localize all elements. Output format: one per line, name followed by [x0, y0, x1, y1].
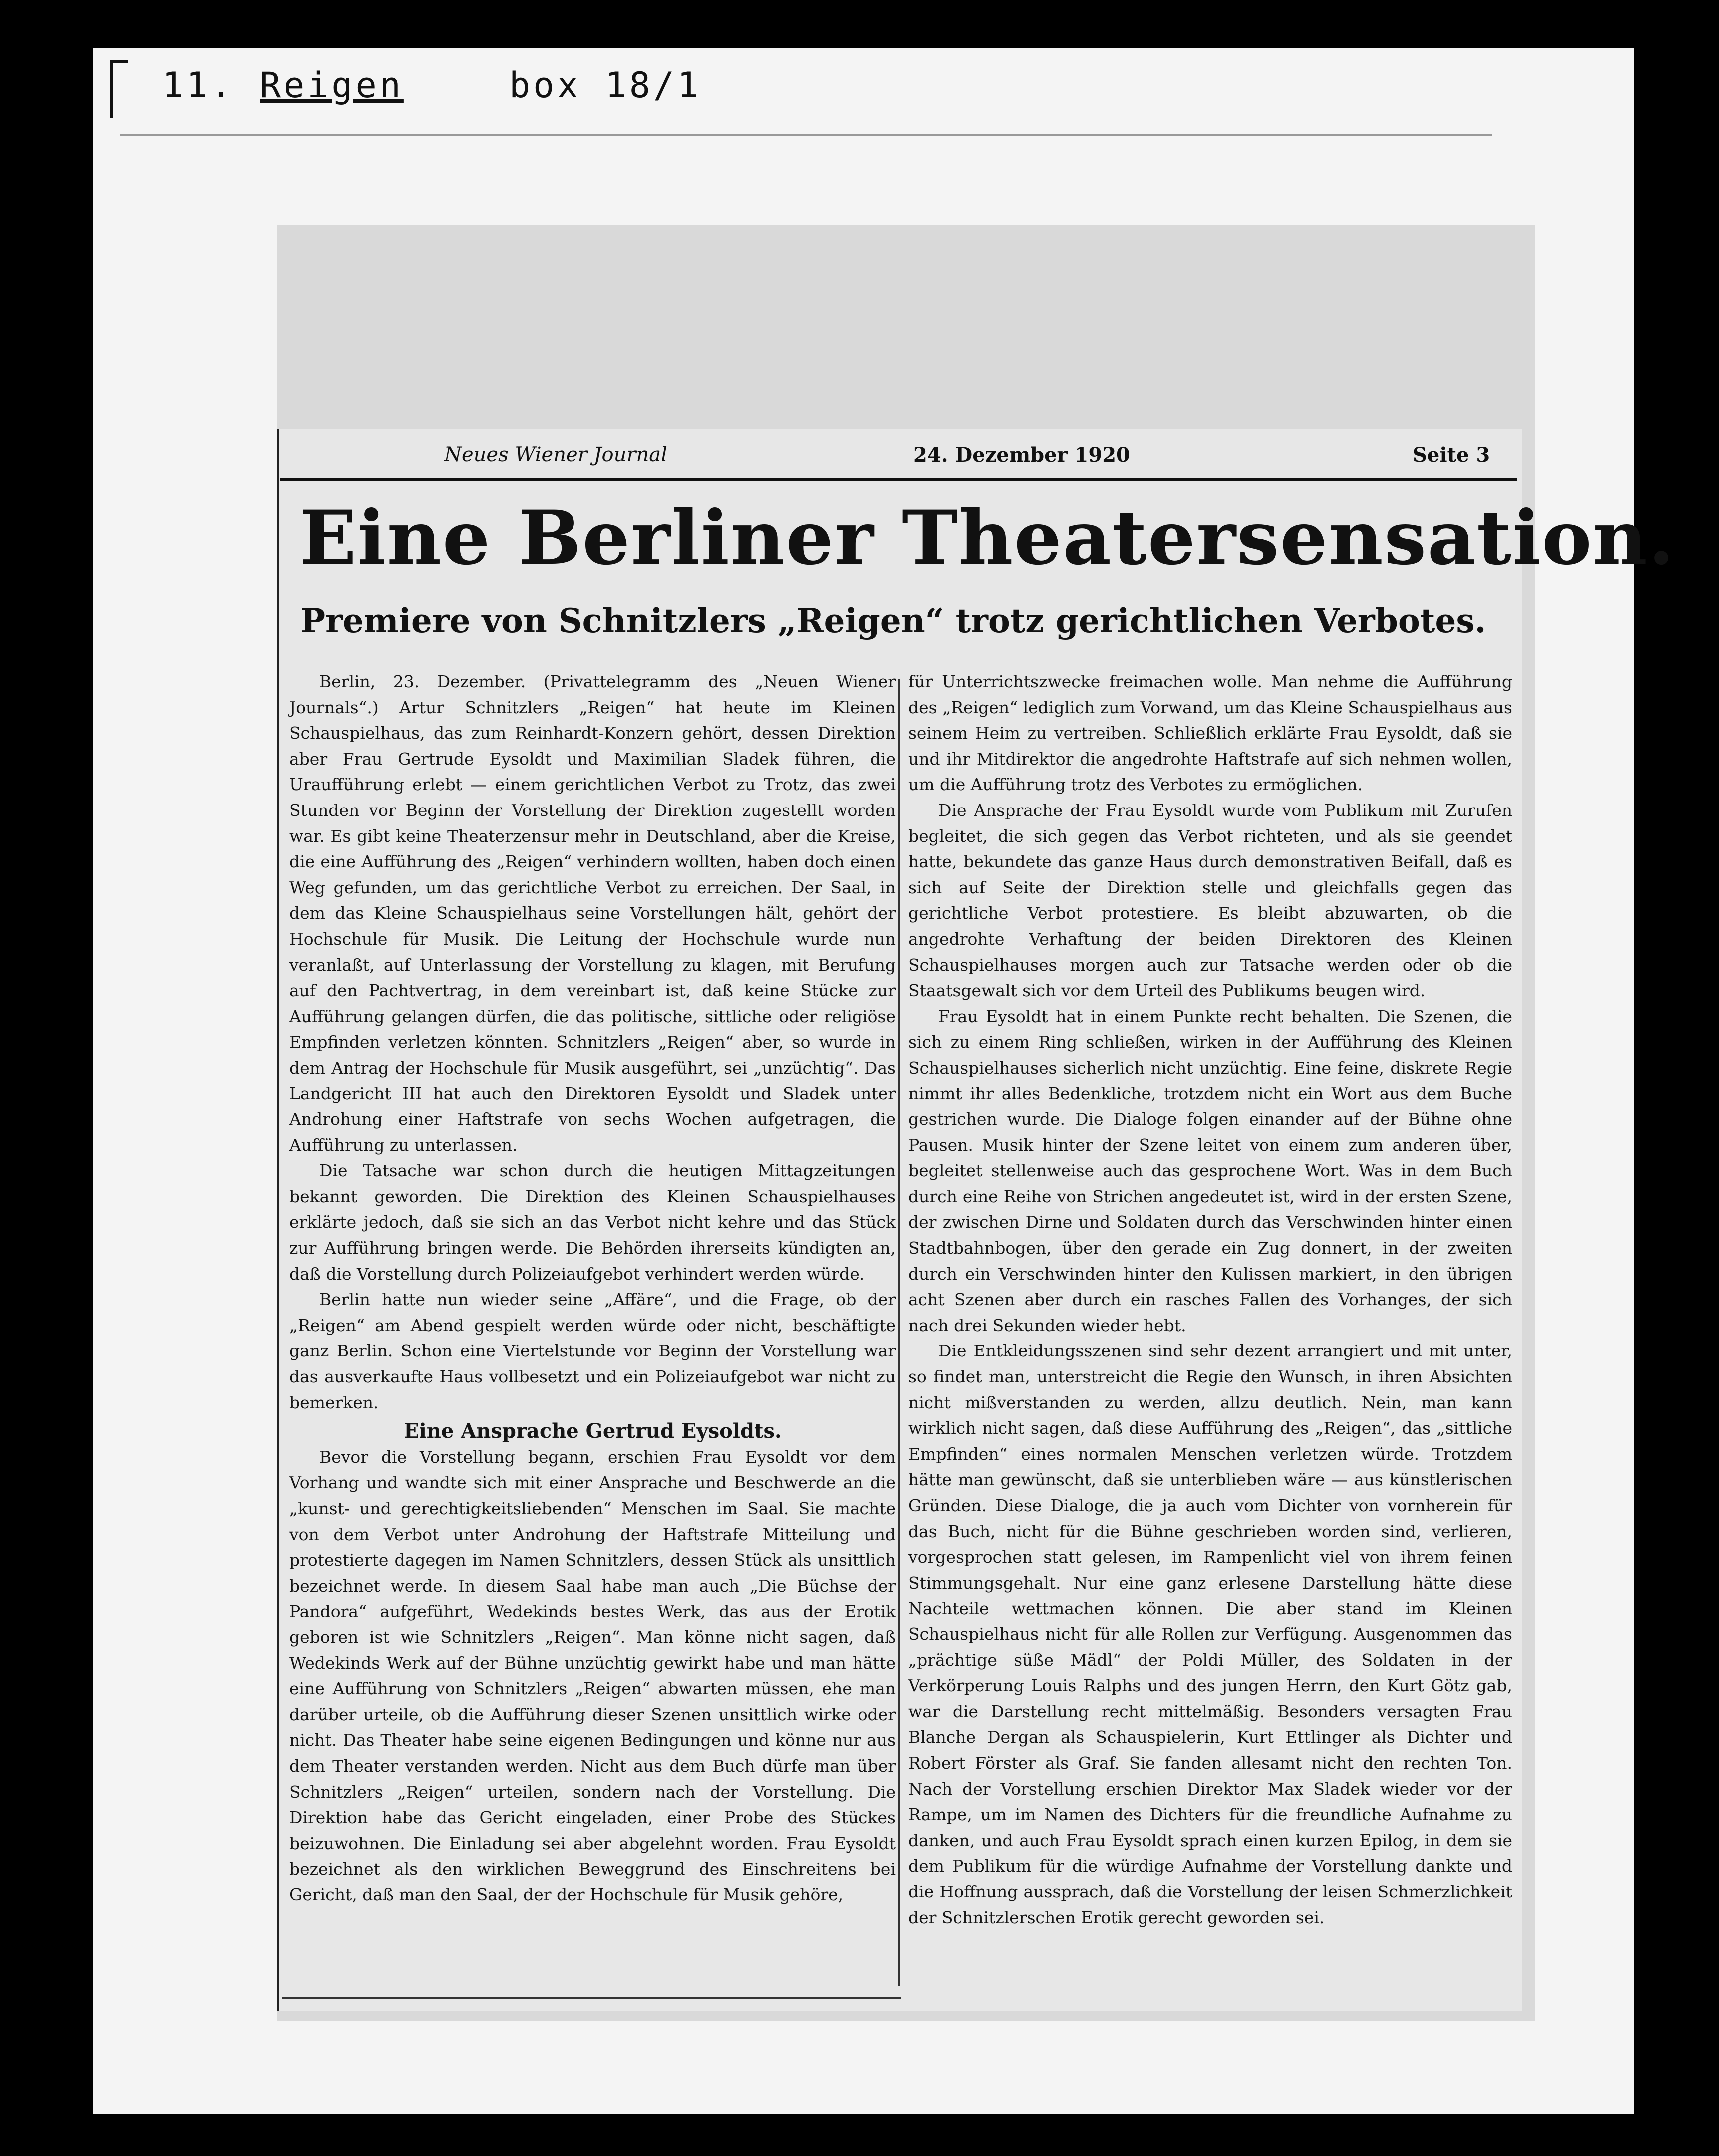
paragraph: Die Entkleidungsszenen sind sehr dezent arrangiert und mit unter, so findet man, unterstreicht die Regie den Wunsch, in ihren Absichten nicht mißverstanden zu werden, allzu deutlich. Nein, man kann wirklich nicht sagen, daß diese Aufführung des „Reigen“, das „sittliche Empfinden“ eines normalen Menschen verletzen würde. Trotzdem hätte man gewünscht, daß sie unterblieben wäre — aus künstlerischen Gründen. Diese Dialoge, die ja auch vom Dichter von vornherein für das Buch, nicht für die Bühne geschrieben worden sind, verlieren, vorgesprochen statt gelesen, im Rampenlicht viel von ihrem feinen Stimmungsgehalt. Nur eine ganz erlesene Darstellung hätte diese Nachteile wettmachen können. Die aber stand im Kleinen Schauspielhaus nicht für alle Rollen zur Verfügung. Ausgenommen das „prächtige süße Mädl“ der Poldi Müller, des Soldaten in der Verkörperung Louis Ralphs und des jungen Herrn, den Kurt Götz gab, war die Darstellung recht mittelmäßig. Besonders versagten Frau Blanche Dergan als Schauspielerin, Kurt Ettlinger als Dichter und Robert Förster als Graf. Sie fanden allesamt nicht den rechten Ton. Nach der Vorstellung erschien Direktor Max Sladek wieder vor der Rampe, um im Namen des Dichters für die freundliche Aufnahme zu danken, und auch Frau Eysoldt sprach einen kurzen Epilog, in dem sie dem Publikum für die würdige Aufnahme der Vorstellung dankte und die Hoffnung aussprach, daß die Vorstellung der leisen Schmerzlichkeit der Schnitzlerschen Erotik gerecht geworden sei.: [908, 1341, 1512, 1927]
archive-title: Reigen: [260, 65, 404, 106]
bottom-rule: [282, 1997, 901, 1999]
newspaper-name: Neues Wiener Journal: [444, 443, 667, 466]
paragraph: Die Ansprache der Frau Eysoldt wurde vom Publikum mit Zurufen begleitet, die sich gegen das Verbot richteten, und als sie geendet hatte, bekundete das ganze Haus durch demonstrativen Beifall, daß es sich auf Seite der Direktion stelle und gleichfalls gegen das gerichtliche Verbot protestiere. Es bleibt abzuwarten, ob die angedrohte Verhaftung der beiden Direktoren des Kleinen Schauspielhauses morgen auch zur Tatsache werden oder ob die Staatsgewalt sich vor dem Urteil des Publikums beugen wird.: [908, 800, 1512, 1001]
article-headline: Eine Berliner Theatersensation.: [299, 494, 1676, 582]
paragraph: Berlin, 23. Dezember. (Privattelegramm des „Neuen Wiener Journals“.) Artur Schnitzlers „Reigen“ hat heute im Kleinen Schauspielhaus, das zum Reinhardt-Konzern gehört, dessen Direktion aber Frau Gertrude Eysoldt und Maximilian Sladek führen, die Uraufführung erlebt — einem gerichtlichen Verbot zu Trotz, das zwei Stunden vor Beginn der Vorstellung der Direktion zugestellt worden war. Es gibt keine Theaterzensur mehr in Deutschland, aber die Kreise, die eine Aufführung des „Reigen“ verhindern wollten, haben doch einen Weg gefunden, um das gerichtliche Verbot zu erreichen. Der Saal, in dem das Kleine Schauspielhaus seine Vorstellungen hält, gehört der Hochschule für Musik. Die Leitung der Hochschule wurde nun veranlaßt, auf Unterlassung der Vorstellung zu klagen, mit Berufung auf den Pachtvertrag, in dem vereinbart ist, daß keine Stücke zur Aufführung gelangen dürfen, die das politische, sittliche oder religiöse Empfinden verletzen könnten. Schnitzlers „Reigen“ aber, so wurde in dem Antrag der Hochschule für Musik ausgeführt, sei „unzüchtig“. Das Landgericht III hat auch den Direktoren Eysoldt und Sladek unter Androhung einer Haftstrafe von sechs Wochen aufgetragen, die Aufführung zu unterlassen.: [289, 672, 896, 1155]
article-column-right: [908, 669, 1512, 1996]
column-divider: [898, 679, 900, 1986]
archive-box: box 18/1: [509, 65, 702, 106]
article-subheadline: Premiere von Schnitzlers „Reigen“ trotz gerichtlichen Verbotes.: [300, 601, 1486, 640]
header-rule: [280, 478, 1517, 481]
paragraph: Die Tatsache war schon durch die heutigen Mittagzeitungen bekannt geworden. Die Direktion des Kleinen Schauspielhauses erklärte jedoch, daß sie sich an das Verbot nicht kehre und das Stück zur Aufführung bringen werde. Die Behörden ihrerseits kündigten an, daß die Vorstellung durch Polizeiaufgebot verhindert werden würde.: [289, 1161, 896, 1284]
section-heading: Eine Ansprache Gertrud Eysoldts.: [404, 1419, 782, 1443]
newspaper-header: [299, 434, 1517, 469]
paragraph: Frau Eysoldt hat in einem Punkte recht behalten. Die Szenen, die sich zu einem Ring schließen, wirken in der Aufführung des Kleinen Schauspielhauses sicherlich nicht unzüchtig. Eine feine, diskrete Regie nimmt ihr alles Bedenkliche, trotzdem nicht ein Wort aus dem Buche gestrichen wurde. Die Dialoge folgen einander auf der Bühne ohne Pausen. Musik hinter der Szene leitet von einem zum anderen über, begleitet stellenweise auch das gesprochene Wort. Was in dem Buch durch eine Reihe von Strichen angedeutet ist, wird in der ersten Szene, der zwischen Dirne und Soldaten durch das Verschwinden hinter einen Stadtbahnbogen, über den gerade ein Zug donnert, in der zweiten durch ein Verschwinden hinter den Kulissen markiert, in den übrigen acht Szenen aber durch ein rasches Fallen des Vorhanges, der sich nach drei Sekunden wieder hebt.: [908, 1006, 1512, 1335]
newspaper-page: Seite 3: [1413, 443, 1490, 467]
paragraph: Berlin hatte nun wieder seine „Affäre“, und die Frage, ob der „Reigen“ am Abend gespielt werden würde oder nicht, beschäftigte ganz Berlin. Schon eine Viertelstunde vor Beginn der Vorstellung war das ausverkaufte Haus vollbesetzt und ein Polizeiaufgebot war nicht zu bemerken.: [289, 1290, 896, 1412]
label-divider: [120, 134, 1492, 136]
newspaper-date: 24. Dezember 1920: [913, 443, 1130, 467]
corner-bracket: [110, 60, 128, 118]
archive-label: [115, 60, 764, 120]
article-column-left: [289, 669, 896, 2006]
paragraph: Bevor die Vorstellung begann, erschien Frau Eysoldt vor dem Vorhang und wandte sich mit einer Ansprache und Beschwerde an die „kunst- und gerechtigkeitsliebenden“ Menschen im Saal. Sie machte von dem Verbot unter Androhung der Haftstrafe Mitteilung und protestierte dagegen im Namen Schnitzlers, dessen Stück als unsittlich bezeichnet werde. In diesem Saal habe man auch „Die Büchse der Pandora“ aufgeführt, Wedekinds bestes Werk, das aus der Erotik geboren ist wie Schnitzlers „Reigen“. Man könne nicht sagen, daß Wedekinds Werk auf der Bühne unzüchtig gewirkt habe und man hätte eine Aufführung von Schnitzlers „Reigen“ abwarten müssen, ehe man darüber urteile, ob die Aufführung dieser Szenen unsittlich wirke oder nicht. Das Theater habe seine eigenen Bedingungen und könne nur aus dem Theater verstanden werden. Nicht aus dem Buch dürfe man über Schnitzlers „Reigen“ urteilen, sondern nach der Vorstellung. Die Direktion habe das Gericht eingeladen, einer Probe des Stückes beizuwohnen. Die Einladung sei aber abgelehnt worden. Frau Eysoldt bezeichnet als den wirklichen Beweggrund des Einschreitens bei Gericht, daß man den Saal, der der Hochschule für Musik gehöre,: [289, 1447, 896, 1904]
paragraph: für Unterrichtszwecke freimachen wolle. Man nehme die Aufführung des „Reigen“ lediglich zum Vorwand, um das Kleine Schauspielhaus aus seinem Heim zu vertreiben. Schließlich erklärte Frau Eysoldt, daß sie und ihr Mitdirektor die angedrohte Haftstrafe auf sich nehmen wollen, um die Aufführung trotz des Verbotes zu ermöglichen.: [908, 672, 1512, 795]
archive-number: 11.: [162, 65, 235, 106]
